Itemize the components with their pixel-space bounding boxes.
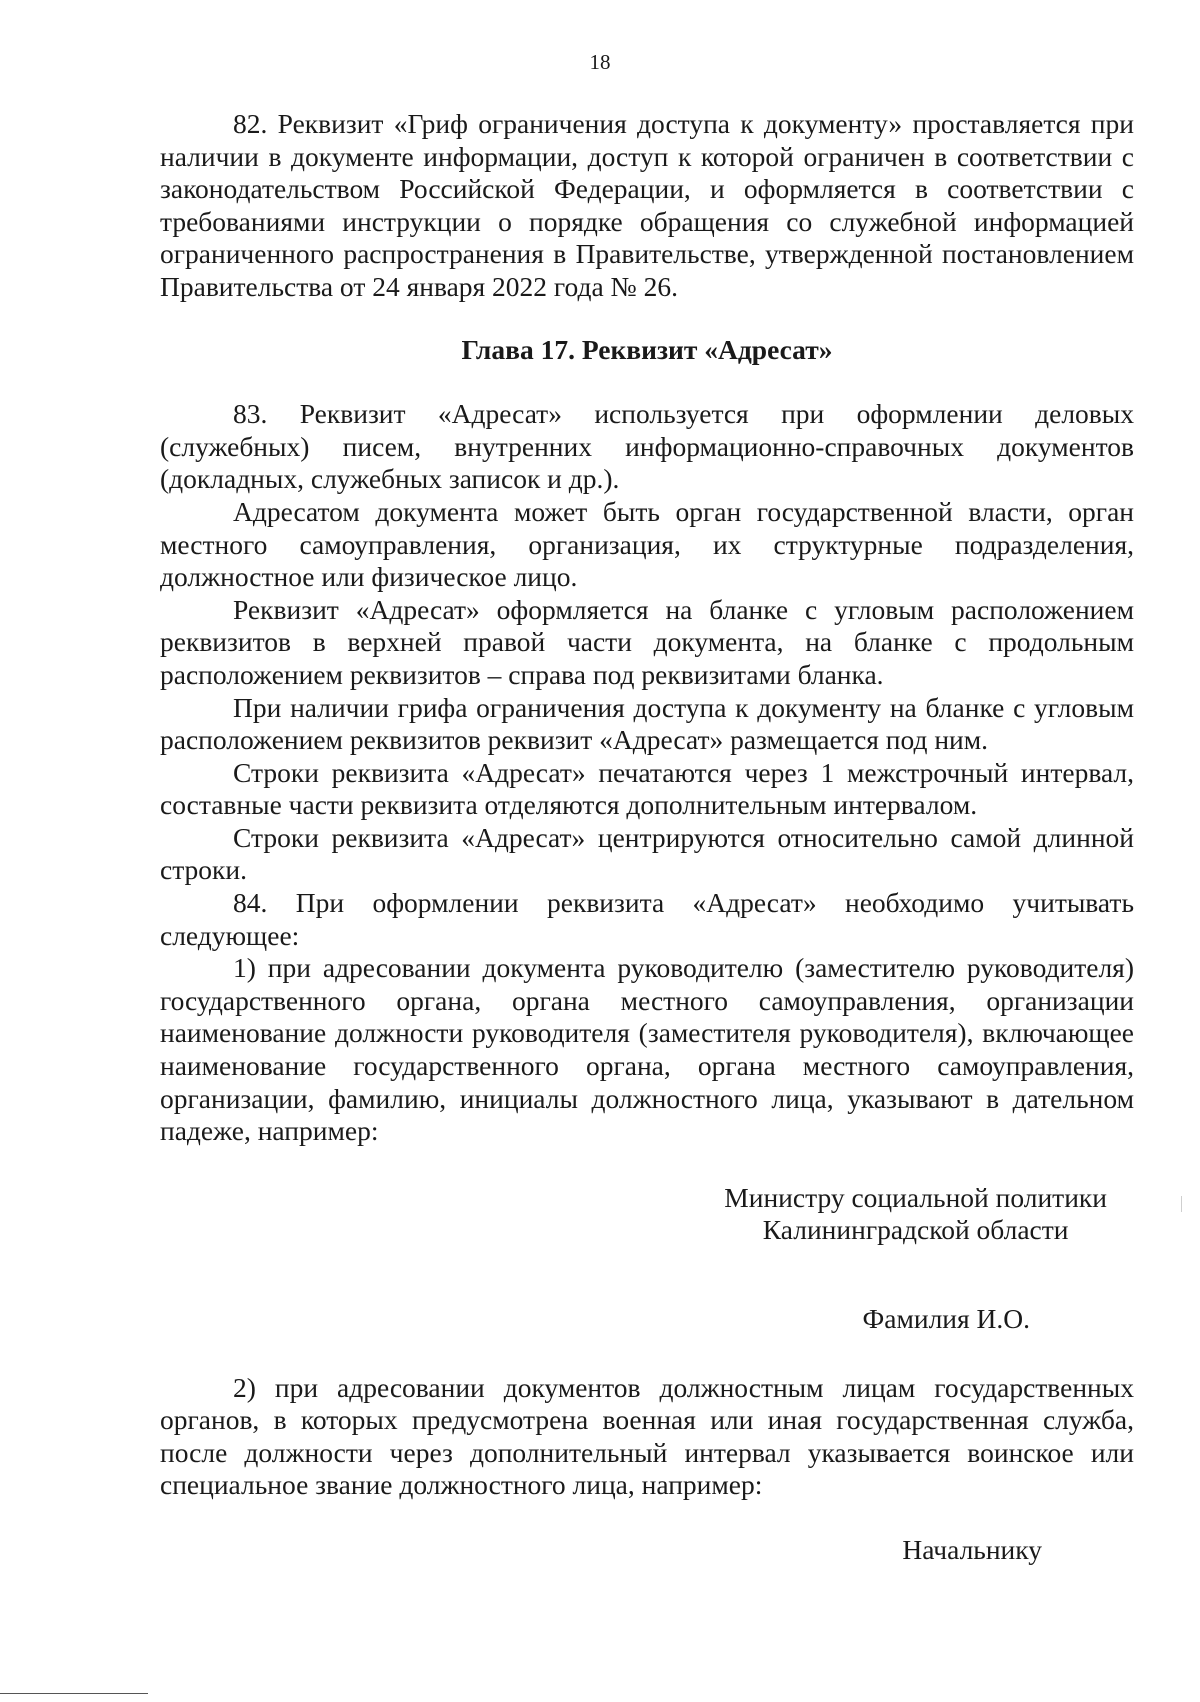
addressee-example-2-line-1: Начальнику (902, 1533, 1042, 1565)
paragraph-84-item-1: 1) при адресовании документа руководителю (заместителю руководителя) государственного органа, органа местного самоуправления, организации наименование должности руководителя (заместителя руководителя), включающее наименование государственного органа, органа местного самоуправления, организации, фамилию, инициалы должностного лица, указывают в дательном падеже, например: (160, 952, 1134, 1147)
page-number: 18 (589, 50, 611, 74)
chapter-heading: Глава 17. Реквизит «Адресат» (461, 333, 833, 365)
paragraph-82: 82. Реквизит «Гриф ограничения доступа к документу» проставляется при наличии в документе информации, доступ к которой ограничен в соответствии с законодательством Российской Федерации, и оформляется в соответствии с требованиями инструкции о порядке обращения со служебной информацией ограниченного распространения в Правительстве, утвержденной постановлением Правительства от 24 января 2022 года № 26. (160, 108, 1134, 302)
paragraph-84: 84. При оформлении реквизита «Адресат» необходимо учитывать следующее: (160, 887, 1134, 951)
paragraph-83-addressee: Адресатом документа может быть орган государственной власти, орган местного самоуправления, организация, их структурные подразделения, должностное или физическое лицо. (160, 495, 1134, 593)
paragraph-84-item-2: 2) при адресовании документов должностным лицам государственных органов, в которых предусмотрена военная или иная государственная служба, после должности через дополнительный интервал указывается воинское или специальное звание должностного лица, например: (160, 1371, 1134, 1501)
paragraph-83: 83. Реквизит «Адресат» используется при оформлении деловых (служебных) писем, внутренних информационно-справочных документов (докладных, служебных записок и др.). (160, 398, 1134, 495)
addressee-line-2: Калининградской области (762, 1214, 1069, 1246)
addressee-signature: Фамилия И.О. (862, 1303, 1030, 1334)
margin-mark (1181, 1196, 1182, 1212)
addressee-line-1: Министру социальной политики (724, 1181, 1107, 1213)
addressee-example-1 (724, 1182, 1107, 1247)
paragraph-83-center: Строки реквизита «Адресат» центрируются относительно самой длинной строки. (160, 821, 1134, 886)
paragraph-83-blank: Реквизит «Адресат» оформляется на бланке с угловым расположением реквизитов в верхней правой части документа, на бланке с продольным расположением реквизитов – справа под реквизитами бланка. (160, 593, 1134, 690)
paragraph-83-grif: При наличии грифа ограничения доступа к документу на бланке с угловым расположением реквизитов реквизит «Адресат» размещается под ним. (160, 691, 1134, 756)
paragraph-83-lines: Строки реквизита «Адресат» печатаются через 1 межстрочный интервал, составные части реквизита отделяются дополнительным интервалом. (160, 756, 1134, 821)
footer-rule (0, 1693, 148, 1694)
document-body (160, 108, 1134, 1567)
